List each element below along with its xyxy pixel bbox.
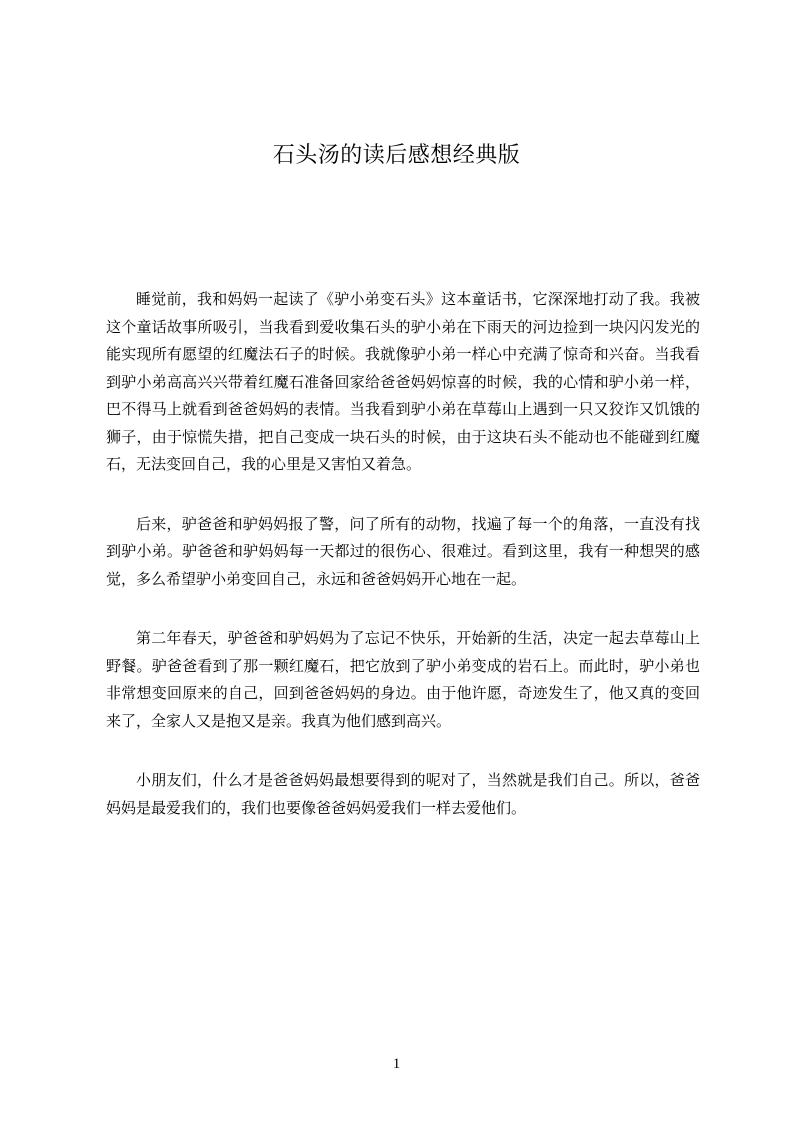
page-title: 石头汤的读后感想经典版 xyxy=(272,143,521,168)
paragraph-3: 第二年春天，驴爸爸和驴妈妈为了忘记不快乐，开始新的生活，决定一起去草莓山上野餐。驴爸爸看到了那一颗红魔石，把它放到了驴小弟变成的岩石上。而此时，驴小弟也非常想变回原来的自己，回到爸爸妈妈的身边。由于他许愿，奇迹发生了，他又真的变回来了，全家人又是抱又是亲。我真为他们感到高兴。 xyxy=(106,629,700,730)
paragraph-4: 小朋友们，什么才是爸爸妈妈最想要得到的呢对了，当然就是我们自己。所以，爸爸妈妈是最爱我们的，我们也要像爸爸妈妈爱我们一样去爱他们。 xyxy=(106,771,700,817)
paragraph-1: 睡觉前，我和妈妈一起读了《驴小弟变石头》这本童话书，它深深地打动了我。我被这个童话故事所吸引，当我看到爱收集石头的驴小弟在下雨天的河边捡到一块闪闪发光的能实现所有愿望的红魔法石子的时候。我就像驴小弟一样心中充满了惊奇和兴奋。当我看到驴小弟高高兴兴带着红魔石准备回家给爸爸妈妈惊喜的时候，我的心情和驴小弟一样，巴不得马上就看到爸爸妈妈的表情。当我看到驴小弟在草莓山上遇到一只又狡诈又饥饿的狮子，由于惊慌失措，把自己变成一块石头的时候，由于这块石头不能动也不能碰到红魔石，无法变回自己，我的心里是又害怕又着急。 xyxy=(106,290,700,473)
paragraph-2: 后来，驴爸爸和驴妈妈报了警，问了所有的动物，找遍了每一个的角落，一直没有找到驴小弟。驴爸爸和驴妈妈每一天都过的很伤心、很难过。看到这里，我有一种想哭的感觉，多么希望驴小弟变回自己，永远和爸爸妈妈开心地在一起。 xyxy=(106,514,700,588)
page-number: 1 xyxy=(392,1056,401,1072)
document-body xyxy=(106,286,700,854)
